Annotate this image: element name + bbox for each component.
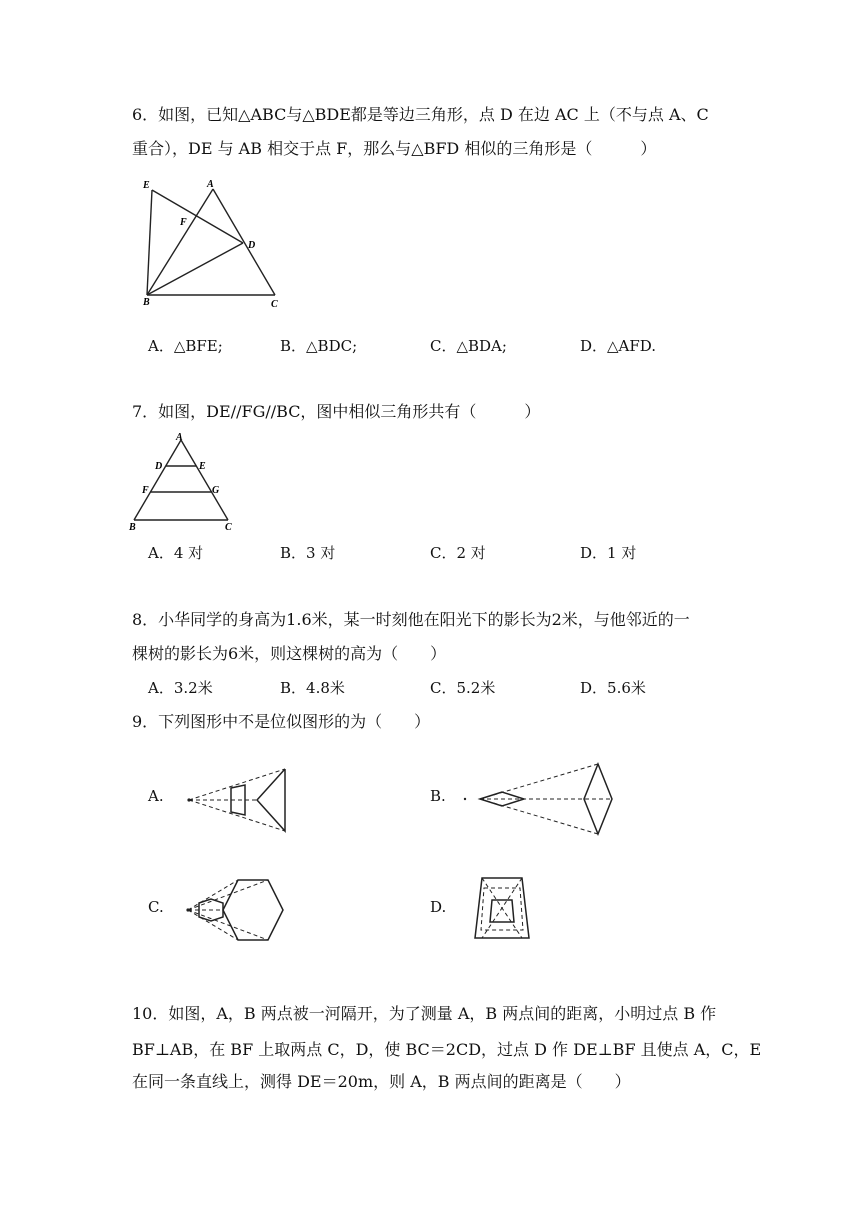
q9-figure-a <box>185 765 295 835</box>
q9-option-b-label: B. <box>430 787 446 805</box>
q7-label-A: A <box>176 432 183 443</box>
q7-label-G: G <box>212 485 220 496</box>
q6-label-E: E <box>143 180 150 191</box>
q9-figure-b <box>460 760 620 836</box>
q9-option-a-label: A. <box>148 787 164 805</box>
q6-seg-AB <box>147 189 213 295</box>
q7-option-d: D．1 对 <box>580 544 637 562</box>
q6-seg-EB <box>147 190 152 295</box>
q6-option-c: C．△BDA; <box>430 337 507 355</box>
q8-option-a: A．3.2米 <box>148 679 213 697</box>
q7-label-C: C <box>225 522 232 532</box>
q6-text-line1: 6．如图，已知△ABC与△BDE都是等边三角形，点 D 在边 AC 上（不与点 A、C <box>132 105 709 124</box>
q6-label-B: B <box>143 297 150 308</box>
q7-label-F: F <box>142 485 149 496</box>
q8-text-line2: 棵树的影长为6米，则这棵树的高为（ ） <box>132 644 447 663</box>
q6-label-D: D <box>248 240 256 251</box>
q8-option-d: D．5.6米 <box>580 679 646 697</box>
q7-text-line1: 7．如图，DE//FG//BC，图中相似三角形共有（ ） <box>132 402 541 421</box>
q7-seg-AC <box>181 440 228 520</box>
q7-figure <box>128 430 240 532</box>
q10-text-line3: 在同一条直线上，测得 DE＝20m，则 A，B 两点间的距离是（ ） <box>132 1072 631 1091</box>
q7-label-D: D <box>155 461 163 472</box>
q6-seg-BD <box>147 243 243 295</box>
q6-seg-AC <box>213 189 275 295</box>
q6-label-F: F <box>180 217 187 228</box>
q6-text-line2: 重合），DE 与 AB 相交于点 F，那么与△BFD 相似的三角形是（ ） <box>132 139 657 158</box>
q9-figure-c <box>183 875 288 945</box>
q6-option-d: D．△AFD. <box>580 337 657 355</box>
q7-label-B: B <box>129 522 136 532</box>
q7-option-a: A．4 对 <box>148 544 204 562</box>
q7-option-c: C．2 对 <box>430 544 486 562</box>
q9-text-line1: 9．下列图形中不是位似图形的为（ ） <box>132 712 431 731</box>
q7-seg-AB <box>134 440 181 520</box>
q10-text-line1: 10．如图，A，B 两点被一河隔开，为了测量 A，B 两点间的距离，小明过点 B 作 <box>132 1004 717 1023</box>
q7-option-b: B．3 对 <box>280 544 336 562</box>
q6-option-b: B．△BDC; <box>280 337 358 355</box>
q6-option-a: A．△BFE; <box>148 337 223 355</box>
q6-figure <box>135 175 295 310</box>
q7-label-E: E <box>199 461 206 472</box>
q8-text-line1: 8．小华同学的身高为1.6米，某一时刻他在阳光下的影长为2米，与他邻近的一 <box>132 610 690 629</box>
q8-option-c: C．5.2米 <box>430 679 496 697</box>
q6-label-C: C <box>271 299 278 310</box>
q8-option-b: B．4.8米 <box>280 679 345 697</box>
q9-option-c-label: C. <box>148 898 164 916</box>
q10-text-line2: BF⊥AB，在 BF 上取两点 C，D，使 BC＝2CD，过点 D 作 DE⊥BF 且使点 A，C，E <box>132 1040 762 1059</box>
q9-figure-d <box>467 872 537 944</box>
q6-label-A: A <box>207 179 214 190</box>
q9-option-d-label: D. <box>430 898 447 916</box>
